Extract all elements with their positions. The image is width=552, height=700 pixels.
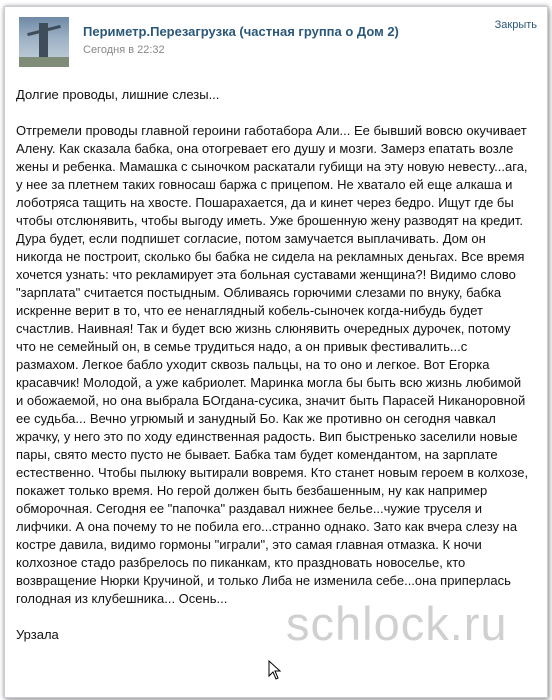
post-header [5, 7, 547, 71]
post-signature: Урзала [16, 627, 59, 642]
avatar-ground-shape [19, 57, 69, 67]
post-paragraph: Отгремели проводы главной героини габотабора Али... Ее бывший вовсю окучивает Алену. Как сказала бабка, она отогревает его душу и мозги. Замерз епатать возле жены и ребенка. Мамашка с сыночком раскатали губищи на эту новую невесту...ага, у нее за плетнем таких говносаш баржа с прицепом. Не хватало ей еще алкаша и лоботряса тащить на хвосте. Пошарахается, да и кинет через бедро. Ищут где бы чтобы отслюнявить, чтобы выгоду иметь. Уже брошенную жену разводят на кредит. Дура будет, если подпишет согласие, потом замучается выплачивать. Дом он никогда не построит, сколько бы бабка не сидела на рекламных деньгах. Все время хочется узнать: что рекламирует эта больная суставами женщина?! Видимо слово "зарплата" считается постыдным. Обливаясь горючими слезами по внуку, бабка искренне верит в то, что ее ненаглядный кобель-сыночек когда-нибудь будет счастлив. Наивная! Так и будет всю жизнь слюнявить очередных дурочек, потому что не семейный он, в семье трудиться надо, а он привык фестивалить...с размахом. Легкое бабло уходит сквозь пальцы, на то оно и легкое. Вот Егорка красавчик! Молодой, а уже кабриолет. Маринка могла бы быть всю жизнь любимой и обожаемой, но она выбрала БОгдана-сусика, значит быть Парасей Никаноровной ее судьба... Вечно угрюмый и занудный Бо. Как же противно он сегодня чавкал жрачку, у него это по ходу единственная радость. Вип быстренько заселили новые пары, свято место пусто не бывает. Бабка там будет комендантом, на зарплате естественно. Чтобы пылюку вытирали вовремя. Кто станет новым героем в колхозе, покажет только время. Но герой должен быть безбашенным, ну как например обморочная. Сегодня ее "папочка" раздавал нижнее белье...чужие труселя и лифчики. А она почему то не побила его...странно однако. Зато как вчера слезу на костре давила, видимо гормоны "играли", это самая главная отмазка. К ночи колхозное стадо разбрелось по пиканкам, кто праздновать новоселье, кто возвращение Нюрки Кручиной, и только Либа не изменила себе...она приперлась голодная из клубешника... Осень... [16, 123, 529, 606]
site-watermark: schlock.ru [286, 597, 508, 650]
group-title-link[interactable]: Периметр.Перезагрузка (частная группа о Дом 2) [83, 24, 399, 39]
post-timestamp[interactable]: Сегодня в 22:32 [83, 44, 165, 56]
post-text [16, 86, 530, 644]
group-avatar[interactable] [19, 17, 69, 67]
post-intro: Долгие проводы, лишние слезы... [16, 87, 220, 102]
close-link[interactable]: Закрыть [494, 19, 537, 31]
